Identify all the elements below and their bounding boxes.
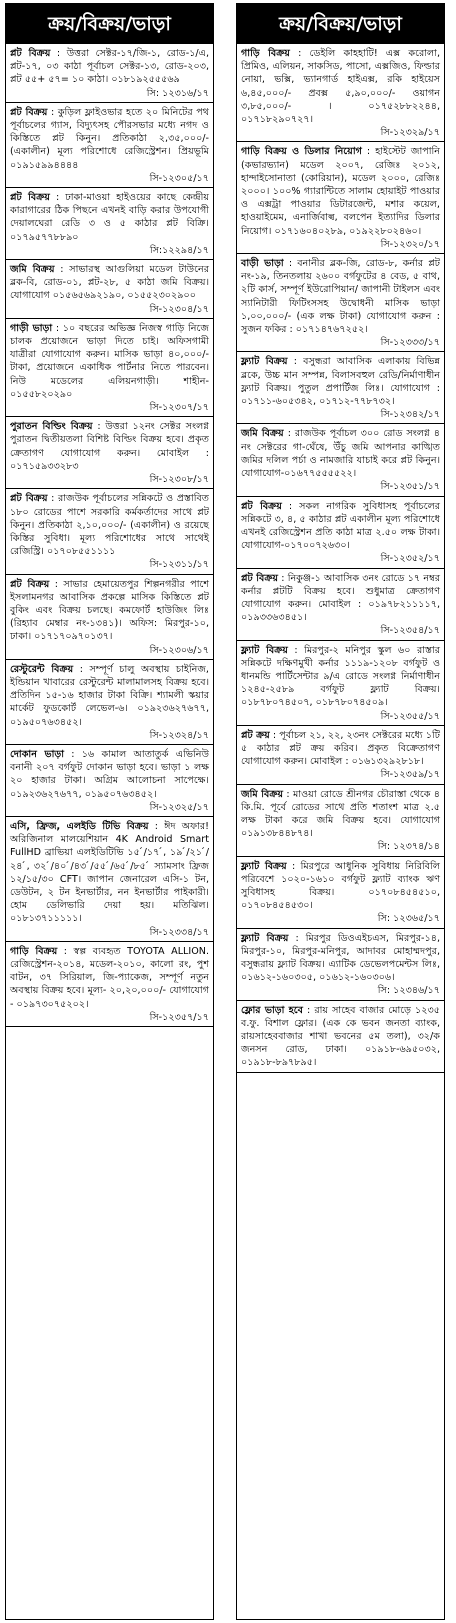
ad-text — [10, 322, 209, 401]
ad-title: জমি বিক্রয় — [10, 264, 55, 276]
ad-text — [241, 572, 440, 625]
ad-body: : পূর্বাচল ২১, ২২, ২৩নং সেক্টরের মধ্যে ১টি ৫ কাঠার প্লট ক্রয় করিব। প্রকৃত বিক্রেতাগণ যোগাযোগ করুন। মোবাইল : ০১৬১৩২৯২৮১৮। — [241, 729, 440, 768]
ad-title: বাড়ী ভাড়া — [241, 258, 284, 270]
ad-body: : ডেইলি কাহহাটি! এক্স করোলা, প্রিমিও, এলিয়ন, সাকসিড, পাসো, এক্সজিও, ফিল্ডার নোয়া, ভক্সি, ভ্যানগার্ড হাইএক্স, রকি হাইয়েস ৬,৪৫,০০০/- প্রবক্স ৫,৯০,০০০/- ওয়াগন ৩,৮৫,০০০/- । ০১৭৫২৮৮২২৪৪, ০১৭১৮২৯০৭২৭। — [241, 48, 441, 126]
ad-body: : মিরপুরে আধুনিক সুবিধায় নিরিবিলি পরিবেশে ১০২০-১৬১০ বর্গফুট ফ্ল্যাট ব্যাংক ঋণ সুবিধাসহ বিক্রয়। ০১৭০৮৪৫৪৫১০, ০১৭০৮৪৫৪৫৩০। — [241, 860, 441, 912]
ad-body: : রাজউক পূর্বাচল ৩০০ রোড সংলগ্ন ৪ নং সেক্টরের গা-ঘেঁষে, উঁচু জমি আপনার কাঙ্খিত জমির দলিল পর্চা ও নামজারি যাচাই করে প্লট কিনুন। যোগাযোগ-০১৬৭৭৫৫৫৫২২। — [241, 428, 440, 480]
ad-title: ফ্ল্যাট বিক্রয় — [241, 644, 288, 656]
ad-reference-code: সি: ১২৩৭৪/১৪ — [377, 841, 440, 853]
classified-ad — [237, 929, 444, 1001]
ad-text — [10, 820, 209, 926]
ad-title: গাড়ি বিক্রয় — [10, 945, 58, 957]
ad-title: এসি, ফ্রিজ, এলইডি টিভি বিক্রয় — [10, 820, 149, 832]
ad-title: ফ্ল্যাট বিক্রয় — [241, 356, 288, 368]
ad-reference-code: সি-১২৩৫১/১৭ — [380, 481, 440, 493]
classified-ad — [6, 660, 213, 745]
ad-text — [10, 191, 209, 244]
ad-title: গাড়ি বিক্রয় ও ডিলার নিয়োগ — [241, 146, 362, 158]
classified-ad — [237, 497, 444, 569]
ad-text — [241, 1004, 440, 1070]
ad-text — [241, 860, 440, 913]
ad-title: ফ্ল্যাট বিক্রয় — [241, 860, 287, 872]
ad-body: : ১৬ কামাল আতাতুর্ক এভিনিউ বনানী ২০৭ বর্গফুট দোকান ভাড়া হবে। ভাড়া ১ লক্ষ ২০ হাজার টাকা। অগ্রিম আলোচনা সাপেক্ষে। ০১৯২৩৬২৭৬৭৭, ০১৯৫০৭৬৩৪৫২। — [10, 748, 209, 800]
classified-ad — [237, 726, 444, 785]
classified-ad — [237, 254, 444, 352]
ad-reference-code: সি-১২৩৫৯/১৭ — [380, 769, 440, 781]
ad-title: দোকান ভাড়া — [10, 748, 65, 760]
classified-ad — [6, 575, 213, 660]
classified-ad — [237, 569, 444, 641]
ad-list — [237, 44, 444, 1073]
ad-title: রেস্টুরেন্ট বিক্রয় — [10, 663, 74, 675]
classified-ad — [6, 817, 213, 942]
ad-list — [6, 44, 213, 1027]
classified-ad — [6, 319, 213, 417]
ad-reference-code: সি-১২৩৫৭/১৭ — [149, 1011, 209, 1023]
classified-ad — [237, 352, 444, 424]
classified-ad — [237, 44, 444, 142]
classified-ad — [6, 188, 213, 260]
classified-ad — [237, 641, 444, 726]
ad-body: : রাজউক পূর্বাচলের সন্নিকটে ও প্রস্তাবিত ১৮০ রোডের পাশে সরকারি কর্মকর্তাদের সাথে প্লট কিনুন। প্রতিকাঠা ২,১০,০০০/- (একালীন) ও রয়েছে কিস্তির সুবিধা। মূল্য পরিশোধের সাথে সাথেই রেজিস্ট্রি। ০১৭০৮৫৫১১১১ — [10, 493, 209, 558]
ad-body: : সাভারস্থ আগুলিয়া মডেল টাউনের ব্লক-বি, রোড-০১, প্লট-২৮, ৫ কাঠা জমি বিক্রয়। যোগাযোগ ০১৫৬৫৬৯২১৯০, ০১৫৫২৩০২৯০০ — [10, 264, 209, 302]
ad-text — [241, 355, 440, 408]
ad-title: ফ্লোর ভাড়া হবে — [241, 1004, 303, 1016]
ad-title: গাড়ি বিক্রয় — [241, 48, 290, 59]
ad-title: গাড়ী ভাড়া — [10, 322, 53, 334]
ad-body: : স্বল্প ব্যবহৃত TOYOTA ALLION. রেজিস্ট্রেশন-২০১৪, মডেল-২০১০, কালো রং, পুশ বাটন, ৩৭ সিরিয়াল, জি-প্যাকেজ, সম্পূর্ণ নতুন অবস্থায় বিক্রয় হবে। মূল্য- ২০,২০,০০০/- যোগাযোগ - ০১৯৭৩০৭৫২০২। — [10, 945, 209, 1010]
ad-reference-code: সি-১২৩০৪/১৭ — [149, 303, 209, 315]
classified-ad — [6, 942, 213, 1027]
ad-text — [10, 47, 209, 87]
ad-reference-code: সি: ১২৩৪৬/১৭ — [377, 985, 440, 997]
ad-text — [241, 47, 440, 126]
classified-ad — [6, 103, 213, 188]
ad-reference-code: সি-১২৩১১/১৭ — [149, 559, 209, 571]
ad-reference-code: সি-১২৩০৫/১৭ — [149, 172, 209, 184]
ad-body: : সাভার হেমায়েতপুর শিল্পনগরীর পাশে ইসলামনগর আবাসিক প্রকল্পে মাসিক কিস্তিতে প্লট বুকিং এবং বিক্রয় চলছে। কমফোর্ট হাউজিং লিঃ (রিহ্যাব মেম্বার নং-১৩৪১)। অফিস: মিরপুর-১০, ঢাকা। ০১৭১৭০৯৭০১৩৭। — [10, 578, 210, 643]
ad-title: প্লট বিক্রয় — [10, 578, 50, 590]
classified-ad — [6, 489, 213, 574]
ad-text — [10, 945, 209, 1011]
ad-text — [241, 500, 440, 553]
ad-body: : কুড়িল ফ্লাইওভার হতে ২০ মিনিটের পথ পূর্বাচলের গ্যাস, বিদ্যুৎসহ পৌরসভার মধ্যে নগদ ও কিস্তিতে প্লট কিনুন। প্রতিকাঠা ২,৩৫,০০০/- (একালীন) মূল্য পরিশোধে রেজিস্ট্রেশন। প্রিয়ভূমি ০১৯১৫৯৯৪৪৪৪ — [10, 106, 210, 171]
ad-title: প্লট বিক্রয় — [10, 192, 50, 204]
ad-body: : নিকুঞ্জ-১ আবাসিক ৩নং রোডে ১৭ নম্বর কর্নার প্লটটি বিক্রয় হবে। শুধুমাত্র ক্রেতাগণ যোগাযোগ করুন। মোবাইল : ০১৯৭৮২১১১১৭, ০১৯৩৩৬৩৪৫১। — [241, 572, 441, 624]
ad-reference-code: সি: ১২৩৬৫/১৭ — [377, 913, 440, 925]
ad-body: : হাইস্টেট জাপানি (কভারভ্যান) মডেল ২০০৭, রেজিঃ ২০১২, হান্দাইসোনাতা (কোরিয়ান), মডেল ২০০০, রেজিঃ ২০০০। ১০০% গ্যারান্টিতে সালাম হোয়াইট পাওয়ার ও এক্সট্রা পাওয়ার ডিটারজেন্ট, মশার কয়েল, হাওয়াইমেম, এনার্জিবাল্ব, বলপেন ইত্যাদির ডিলার নিয়োগ। ০১৭১৬০৪০২৮৯, ০১৯২২৮০২৪৬০। — [241, 146, 440, 237]
classified-ad — [6, 44, 213, 103]
classified-ad — [237, 142, 444, 254]
classified-ad — [237, 785, 444, 857]
classified-ad — [237, 424, 444, 496]
ad-body: : ঢাকা-মাওয়া হাইওয়ের কাছে কেন্দ্রীয় কারাগারের ঠিক পিছনে এখনই বাড়ি করার উপযোগী দেয়ালঘেরা রেডি ৩ ও ৫ কাঠার প্লট বিক্রি। ০১৭৯৫৭৭৮৮৯০ — [10, 192, 209, 243]
column-header: ক্রয়/বিক্রয়/ভাড়া — [6, 4, 213, 44]
classifieds-column-right — [236, 3, 445, 1620]
ad-reference-code: সি-১২৩০৮/১৭ — [149, 474, 209, 486]
ad-reference-code: সি-১২৩২৯/১৭ — [380, 127, 440, 139]
ad-title: পুরাতন বিল্ডিং বিক্রয় — [10, 421, 93, 433]
ad-title: প্লট বিক্রয় — [10, 48, 51, 59]
classified-ad — [237, 1001, 444, 1073]
classified-ad — [6, 745, 213, 817]
ad-body: : উত্তরা ১২নং সেক্টর সংলগ্ন পুরাতন দ্বিতীয়তলা বিশিষ্ট বিল্ডিং বিক্রয় হবে। প্রকৃত ক্রেতাগণ যোগাযোগ করুন। মোবাইল : ০১৭১৫৯৩৩২৮৩ — [10, 421, 210, 472]
ad-body: : মাওয়া রোডে শ্রীনগর চৌরাস্তা থেকে ৪ কি.মি. পূর্বে রোডের সাথে প্রতি শতাংশ মাত্র ২.৫ লক্ষ টাকা করে জমি বিক্রয় হবে। যোগাযোগ ০১৯১৩৮৪৪৮৭৪। — [241, 788, 440, 840]
ad-title: প্লট বিক্রয় — [241, 500, 282, 512]
ad-reference-code: সি-১২৩৩৩/১৭ — [380, 337, 440, 349]
ad-title: প্লট বিক্রয় — [241, 572, 279, 584]
ad-text — [241, 788, 440, 841]
ad-body: : ঈদ অফার! অরিজিনাল মালয়েশিয়ান 4K Android Smart FullHD ব্রাভিয়া এলইডিটিভি ১৫ ́/১৭ ́, ১৯ ́/২১ ́/২৪ ́, ৩২ ́/৪০ ́/৪৩ ́/৫৫ ́/৬৫ ́/৮৫ ́ স্যামসাং ফ্রিজ ১২/১৫/৩০ CFT। জাপান জেনারেল এসি-১ টন, ডেউটন, ২ টন ইনভার্টার, নন ইনভার্টার পাইকারী। হোম ডেলিভারি দেয়া হয়। মতিঝিল। ০১৮১৩৭১১১১১। — [10, 820, 209, 925]
ad-reference-code: সি-১২৩৩৪/১৭ — [149, 926, 209, 938]
ad-title: প্লট বিক্রয় — [10, 493, 48, 505]
ad-title: জমি বিক্রয় — [241, 788, 284, 800]
ad-reference-code: সি-১২৩০৬/১৭ — [149, 644, 209, 656]
column-header: ক্রয়/বিক্রয়/ভাড়া — [237, 4, 444, 44]
ad-body: : ১০ বছরের অভিজ্ঞ নিজস্ব গাড়ি নিজে চালক প্রয়োজনে ভাড়া দিতে চাই। অফিসগামী যাত্রীরা যোগাযোগ করুন। মাসিক ভাড়া ৪০,০০০/- টাকা, প্রয়োজনে একাধিক পার্টনার নিতে পারবেন। নিউ মডেলের এলিয়নগাড়ী। শাহীন- ০১৫৫৮২০২৯০ — [10, 322, 209, 400]
ad-reference-code: সি-১২৩২৪/১৭ — [149, 729, 209, 741]
ad-reference-code: সি-১২৩০৭/১৭ — [149, 402, 209, 414]
ad-title: জমি বিক্রয় — [241, 428, 284, 440]
ad-text — [241, 145, 440, 237]
ad-text — [241, 257, 440, 336]
ad-text — [241, 932, 440, 985]
ad-text — [10, 748, 209, 801]
classified-ad — [6, 260, 213, 319]
ad-reference-code: সি-১২৩৫৪/১৭ — [380, 625, 440, 637]
ad-text — [10, 263, 209, 303]
ad-text — [10, 492, 209, 558]
ad-text — [10, 578, 209, 644]
ad-text — [10, 106, 209, 172]
ad-text — [241, 644, 440, 710]
ad-reference-code: সি: ১২৩১৬/১৭ — [146, 87, 209, 99]
ad-reference-code: সি-১২৩৪২/১৭ — [380, 409, 440, 421]
ad-body: : বনানীর ব্লক-জি, রোড-৮, কর্নার প্লট নং-১৯, তিনতলায় ২৬০০ বর্গফুটের ৪ বেড, ৫ বাথ, ২টি কার্স, সম্পূর্ণ ইউরোপিয়ান/ জাপানী টাইলস এবং স্যানিটারী ফিটিংসসহ উদ্বোধনী মাসিক ভাড়া ১,০০,০০০/- (এক লক্ষ টাকা) যোগাযোগ করুন : সুজন ফকির : ০১৭১৪৭৬৭২৫২। — [241, 258, 440, 336]
ad-reference-code: সি-১২৩৫২/১৭ — [380, 553, 440, 565]
classifieds-column-left — [5, 3, 214, 1620]
ad-title: প্লট ক্রয় — [241, 729, 270, 741]
ad-body: : মিরপুর ডিওএইচএস, মিরপুর-১৪, মিরপুর-১০, মিরপুর-মনিপুর, আদাবর মোহাম্মদপুর, বসুন্ধরায় ফ্ল্যাট বিক্রয়। এ্যাটিক ডেভেলপমেন্টস লিঃ, ০১৬১২-১৬০৩০৫, ০১৬১২-১৬০৩০৬। — [241, 932, 440, 984]
ad-reference-code: সি-১২৩৫৫/১৭ — [380, 710, 440, 722]
ad-text — [10, 420, 209, 473]
ad-title: প্লট বিক্রয় — [10, 106, 48, 118]
ad-body: : বসুন্ধরা আবাসিক এলাকায় বিভিন্ন ব্লকে, উচ্চ মান সম্পন্ন, বিলাসবহুল রেডি/নির্মাণাধীন ফ্ল্যাট বিক্রয়। পুতুল প্রপার্টিজ লিঃ। যোগাযোগ : ০১৭১১-৬০৫৩৪২, ০১৭১২-৭৭৮৭৩২। — [241, 356, 440, 408]
ad-text — [10, 663, 209, 729]
ad-body: : সম্পূর্ণ চালু অবস্থায় চাইনিজ, ইন্ডিয়ান খাবারের রেস্টুরেন্ট মালামালসহ বিক্রয় হবে। প্রতিদিন ১৫-১৬ হাজার টাকা বিক্রি। শ্যামলী স্কয়ার মার্কেট ফুডকোর্ট লেভেল-৬। ০১৯২৩৬২৭৬৭৭, ০১৯৫০৭৬৩৪৫২। — [10, 663, 209, 728]
ad-body: : মিরপুর-২ মনিপুর স্কুল ৬০ রাস্তার সন্নিকটে দক্ষিণমুখী কর্নার ১১১৯-১২০৮ বর্গফুট ও ধানমন্ডি পার্টিসেন্টার ৯/এ রোডে সংলগ্ন নির্মাণাধীন ১২৪৫-২৫৮৯ বর্গফুট ফ্ল্যাট বিক্রয়। ০১৮৭৮০৭৪৫০৭, ০১৮৭৮০৭৪৫০৯। — [241, 644, 440, 709]
ad-body: : সকল নাগরিক সুবিধাসহ পূর্বাচলের সন্নিকটে ৩, ৪, ৫ কাঠার প্লট একালীন মূল্য পরিশোধে এখনই রেজিস্ট্রেশন প্রতি কাঠা মাত্র ২.৫০ লক্ষ টাকা। যোগাযোগ-০১৭০০৭২৬৩০। — [241, 500, 441, 552]
classified-ad — [237, 857, 444, 929]
ad-title: ফ্ল্যাট বিক্রয় — [241, 932, 289, 944]
ad-text — [241, 427, 440, 480]
ad-reference-code: সি-১২৩২৫/১৭ — [149, 801, 209, 813]
ad-reference-code: সি:১২২৯৪/১৭ — [149, 244, 209, 256]
ad-body: : রায় সাহেব বাজার মোড়ে ১২৩৫ ব.ফু. বিশাল ফ্লোর। (এক কে ভবন জনতা ব্যাংক, রায়সাহেববাজার শাখা ভবনের ৫ম তলা), ৩২/ক জনসন রোড, ঢাকা। ০১৯১৮-৬৯৫০৩২, ০১৯১৮-৮৯৭৮৯৫। — [241, 1004, 440, 1069]
classified-ad — [6, 417, 213, 489]
ad-body: : উত্তরা সেক্টর-১৭/জি-১, রোড-১/এ, প্লট-১৭, ০৩ কাঠা পূর্বাচল সেক্টর-১৩, রোড-২০৩, প্লট ৫৫+ ৫৭= ১০ কাঠা। ০১৮১৯২৫৫৫৬৯ — [10, 48, 209, 86]
ad-text — [241, 729, 440, 769]
ad-reference-code: সি-১২৩২০/১৭ — [380, 238, 440, 250]
